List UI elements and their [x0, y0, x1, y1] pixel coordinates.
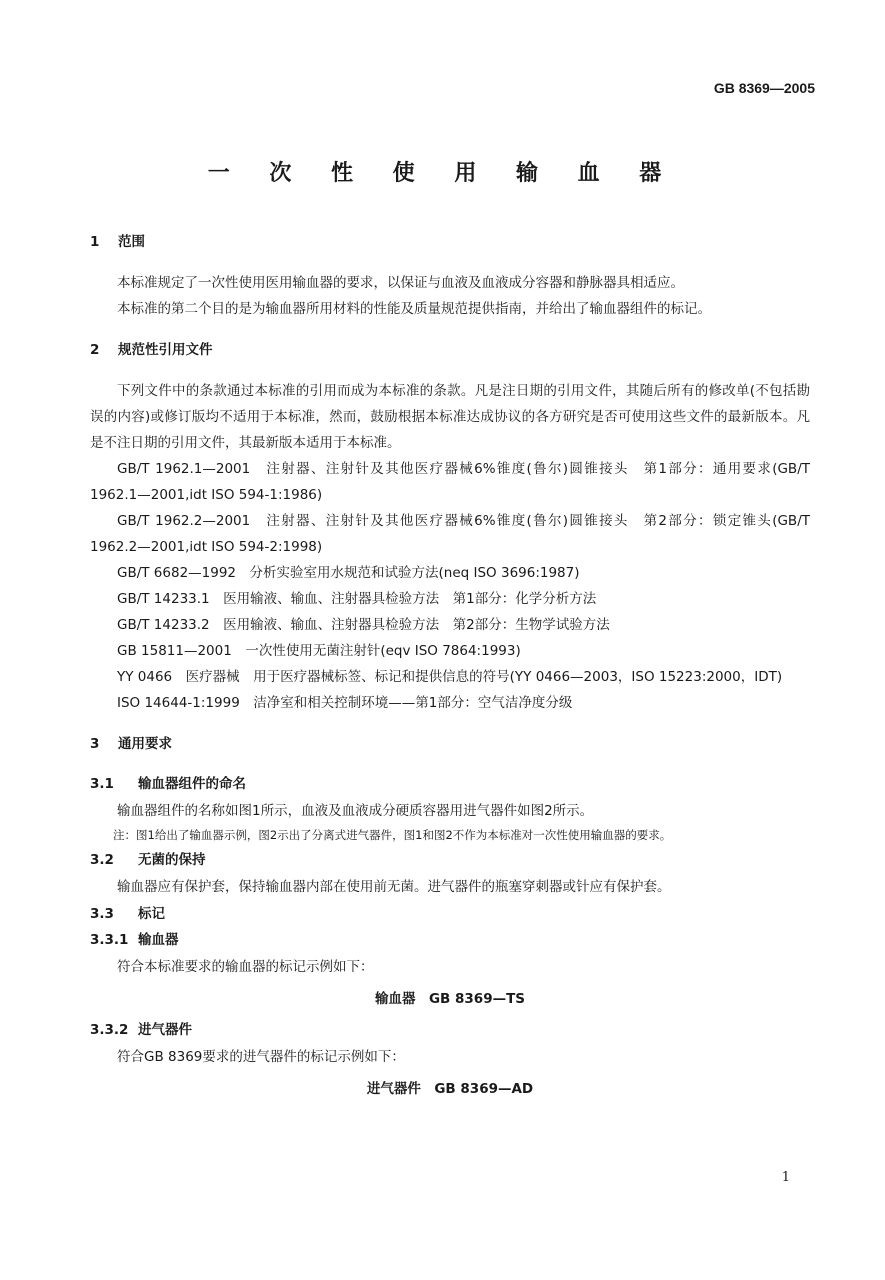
reference-item: GB 15811—2001 一次性使用无菌注射针(eqv ISO 7864:1993) [117, 643, 521, 659]
subsection-number: 3.3 [90, 906, 114, 922]
section-3-heading [90, 732, 810, 756]
paragraph: 下列文件中的条款通过本标准的引用而成为本标准的条款。凡是注日期的引用文件，其随后所有的修改单(不包括勘误的内容)或修订版均不适用于本标准，然而，鼓励根据本标准达成协议的各方研究是否可使用这些文件的最新版本。凡是不注日期的引用文件，其最新版本适用于本标准。 [90, 383, 810, 451]
subsection-3-3-2-heading [90, 1018, 810, 1042]
paragraph: 本标准的第二个目的是为输血器所用材料的性能及质量规范提供指南，并给出了输血器组件的标记。 [117, 301, 711, 317]
subsection-title: 输血器组件的命名 [138, 776, 246, 792]
section-1-heading [90, 230, 810, 254]
section-2-heading [90, 338, 810, 362]
reference-item: GB/T 6682—1992 分析实验室用水规范和试验方法(neq ISO 3696:1987) [117, 565, 580, 581]
section-number: 3 [90, 736, 100, 752]
reference-item: GB/T 1962.2—2001 注射器、注射针及其他医疗器械6%锥度(鲁尔)圆锥接头 第2部分：锁定锥头(GB/T 1962.2—2001,idt ISO 594-2:1998) [90, 513, 810, 555]
paragraph: 输血器组件的名称如图1所示，血液及血液成分硬质容器用进气器件如图2所示。 [117, 803, 594, 819]
subsection-3-2-heading [90, 848, 810, 872]
marking-example: 输血器 GB 8369—TS [374, 991, 526, 1007]
document-title: 一 次 性 使 用 输 血 器 [207, 160, 678, 186]
subsection-title: 输血器 [138, 932, 179, 948]
standard-number: GB 8369—2005 [713, 80, 815, 96]
paragraph: 本标准规定了一次性使用医用输血器的要求，以保证与血液及血液成分容器和静脉器具相适应。 [117, 275, 684, 291]
section-number: 2 [90, 342, 100, 358]
section-title: 通用要求 [118, 736, 172, 752]
reference-item: GB/T 14233.2 医用输液、输血、注射器具检验方法 第2部分：生物学试验方法 [117, 617, 610, 633]
subsection-3-1-heading [90, 772, 810, 796]
reference-item: ISO 14644-1:1999 洁净室和相关控制环境——第1部分：空气洁净度分级 [117, 695, 573, 711]
subsection-title: 标记 [138, 906, 165, 922]
subsection-number: 3.3.1 [90, 932, 129, 948]
subsection-number: 3.1 [90, 776, 114, 792]
subsection-number: 3.2 [90, 852, 114, 868]
subsection-3-3-heading [90, 902, 810, 926]
reference-item: GB/T 1962.1—2001 注射器、注射针及其他医疗器械6%锥度(鲁尔)圆锥接头 第1部分：通用要求(GB/T 1962.1—2001,idt ISO 594-1:1986) [90, 461, 810, 503]
paragraph: 符合本标准要求的输血器的标记示例如下： [117, 959, 374, 975]
subsection-title: 进气器件 [138, 1022, 192, 1038]
page-number: 1 [781, 1170, 790, 1185]
document-body [90, 230, 810, 1108]
reference-item: GB/T 14233.1 医用输液、输血、注射器具检验方法 第1部分：化学分析方法 [117, 591, 597, 607]
subsection-number: 3.3.2 [90, 1022, 129, 1038]
section-title: 范围 [118, 234, 145, 250]
subsection-title: 无菌的保持 [138, 852, 206, 868]
reference-item: YY 0466 医疗器械 用于医疗器械标签、标记和提供信息的符号(YY 0466—2003，ISO 15223:2000，IDT) [117, 669, 783, 685]
paragraph: 输血器应有保护套，保持输血器内部在使用前无菌。进气器件的瓶塞穿刺器或针应有保护套。 [117, 879, 671, 895]
note: 注：图1给出了输血器示例，图2示出了分离式进气器件，图1和图2不作为本标准对一次性使用输血器的要求。 [113, 828, 672, 842]
paragraph: 符合GB 8369要求的进气器件的标记示例如下： [117, 1049, 405, 1065]
section-number: 1 [90, 234, 100, 250]
section-title: 规范性引用文件 [118, 342, 213, 358]
subsection-3-3-1-heading [90, 928, 810, 952]
marking-example: 进气器件 GB 8369—AD [366, 1081, 534, 1097]
